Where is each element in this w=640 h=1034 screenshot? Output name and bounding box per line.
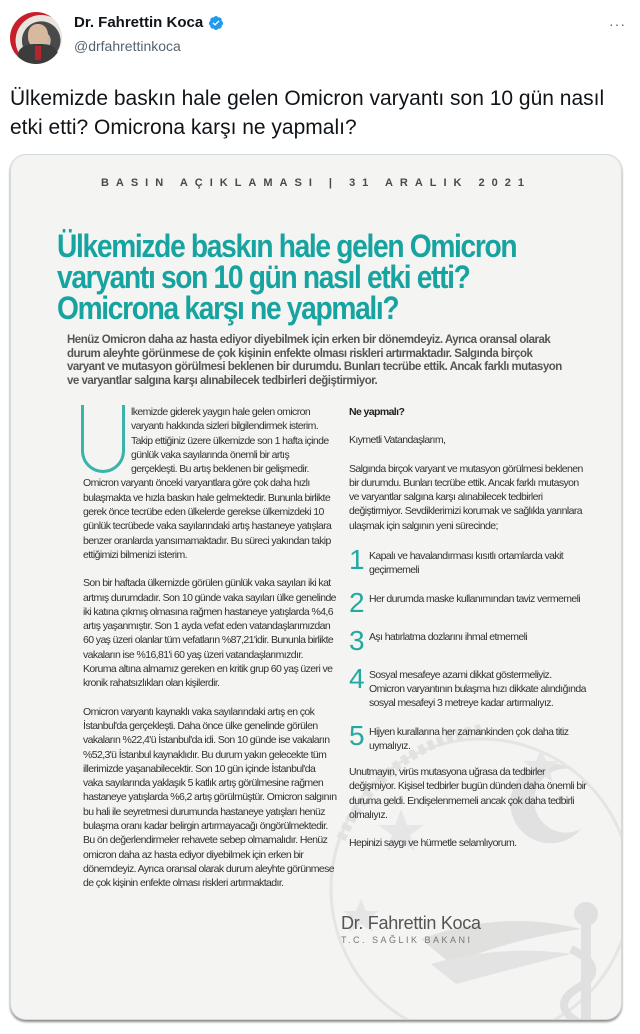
step-number: 1 (349, 544, 364, 576)
step-number: 5 (349, 719, 364, 751)
step-text: Kapalı ve havalandırması kısıtlı ortamlarda vakit geçirmemeli (369, 550, 564, 577)
signature-block (341, 913, 481, 945)
tweet-header (0, 0, 640, 72)
left-paragraph-2: Son bir haftada ülkemizde görülen günlük vaka sayıları iki kat artmış durumdadır. Son 10 günde vaka sayıları ülke genelinde iki katına çıkmış olmasına rağmen hastaneye yatışlarda %4,6 artış yaşanmıştır. Son 1 ayda vefat eden vatandaşlarımızdan 60 yaş üzeri olanlar tüm vefatların %87,21'idir. Bununla birlikte vakaların ise %16,81'i 60 yaş üzeri vatandaşlarımızdır. Koruma altına almamız gereken en kritik grup 60 yaş üzeri ve kronik rahatsızlıkları olan kişilerdir. (83, 577, 336, 690)
step-2 (349, 586, 589, 618)
author-handle[interactable]: @drfahrettinkoca (74, 38, 181, 54)
left-column (83, 405, 337, 905)
avatar[interactable] (10, 12, 62, 64)
step-1 (349, 544, 589, 578)
dropcap-u (81, 405, 125, 473)
signature-title: T.C. SAĞLIK BAKANI (341, 935, 473, 945)
signature-name: Dr. Fahrettin Koca (341, 913, 481, 933)
press-release-image[interactable] (10, 154, 622, 1020)
closing-paragraph: Unutmayın, virüs mutasyona uğrasa da tedbirler değişmiyor. Kişisel tedbirler bugün dünden daha önemli bir duruma geldi. Endişelenmemeli ancak çok daha tedbirli olmalıyız. (349, 766, 587, 822)
press-release-label: BASIN AÇIKLAMASI | 31 ARALIK 2021 (100, 177, 532, 189)
left-paragraph-3: Omicron varyantı kaynaklı vaka sayılarındaki artış en çok İstanbul'da gerçekleşti. Daha önce ülke genelinde görülen vakaların %22,4'ü İstanbul'da idi. Son 10 günde ise vakaların %52,3'ü İstanbul kaynaklıdır. Bu durum yakın gelecekte tüm illerimizde yaşanabilecektir. Son 10 gün içinde İstanbul'da vaka sayılarında yaklaşık 5 katlık artış görülmesine rağmen hastaneye yatışlarda %6,2 artış görülmüştür. Omicron salgının bu hali ile seyretmesi durumunda hastaneye yatışları henüz bulaşma oranı kadar belirgin artırmayacağı öngörülmektedir. Bu ön değerlendirmeler rehavete sebep olmamalıdır. Henüz omicron daha az hasta ediyor diyebilmek için erken bir dönemdeyiz. Ayrıca oransal olarak durum aleyhte görünmese de çok kişinin enfekte olması riskleri artırmaktadır. (83, 705, 337, 890)
press-release-lead: Henüz Omicron daha az hasta ediyor diyebilmek için erken bir dönemdeyiz. Ayrıca oransal olarak durum aleyhte görünmese de çok kişinin enfekte olması riskleri artırmaktadır. Salgında birçok varyant ve mutasyon görülmesi beklenen bir durumdu. Bunları tecrübe ettik. Ancak farklı mutasyon ve varyantlar salgına karşı alınabilecek tedbirleri değiştirmiyor. (67, 334, 562, 387)
step-number: 3 (349, 624, 364, 656)
verified-badge-icon (208, 15, 224, 31)
step-3 (349, 624, 589, 656)
press-release-headline: Ülkemizde baskın hale gelen Omicron varyantı son 10 gün nasıl etki etti? Omicrona karşı ne yapmalı? (57, 228, 517, 326)
what-to-do-heading: Ne yapmalı? (349, 406, 405, 418)
more-options-icon[interactable]: ··· (609, 16, 626, 32)
step-text: Sosyal mesafeye azami dikkat göstermeliyiz. Omicron varyantının bulaşma hızı dikkate alındığında sosyal mesafeyi 3 metreye kadar artırmalıyız. (369, 668, 586, 710)
step-text: Aşı hatırlatma dozlarını ihmal etmemeli (369, 630, 528, 643)
author-name-row (74, 14, 224, 31)
tweet-text: Ülkemizde baskın hale gelen Omicron varyantı son 10 gün nasıl etki etti? Omicrona karşı ne yapmalı? (10, 87, 605, 139)
step-text: Her durumda maske kullanımından taviz vermemeli (369, 592, 581, 605)
step-number: 2 (349, 586, 364, 618)
step-5 (349, 719, 589, 754)
salutation: Kıymetli Vatandaşlarım, (349, 434, 446, 447)
author-display-name[interactable]: Dr. Fahrettin Koca (74, 14, 204, 31)
intro-paragraph: Salgında birçok varyant ve mutasyon görülmesi beklenen bir durumdu. Bunları tecrübe ettik. Ancak farklı mutasyon ve varyantlar salgına karşı alınabilecek tedbirleri değiştirmiyor. Sevdiklerimizi korumak ve sağlıkla yarınlara ulaşmak için salgının yeni sürecinde; (349, 462, 583, 532)
right-column (349, 405, 589, 865)
step-text: Hijyen kurallarına her zamankinden çok daha titiz uymalıyız. (369, 725, 569, 752)
left-paragraph-1: lkemizde giderek yaygın hale gelen omicron varyantı hakkında sizleri bilgilendirmek isterim. Takip ettiğiniz üzere ülkemizde son 1 hafta içinde günlük vaka sayılarında önemli bir artış gerçekleşti. Bu artış beklenen bir gelişmedir. Omicron varyantı önceki varyantlara göre çok daha hızlı bulaşmakta ve hızla baskın hale gelmektedir. Bununla birlikte gerek önce tecrübe eden ülkelerde gerekse ülkemizdeki 10 günlük tecrübede vaka sayılarındaki artış hastaneye yatışlara benzer oranlarda yansımamaktadır. Bu süreci yakından takip ettiğimizi bilmenizi isterim. (83, 406, 332, 561)
regards-line: Hepinizi saygı ve hürmetle selamlıyorum. (349, 837, 517, 850)
avatar-tie (35, 46, 41, 60)
step-number: 4 (349, 662, 364, 694)
step-4 (349, 662, 589, 711)
